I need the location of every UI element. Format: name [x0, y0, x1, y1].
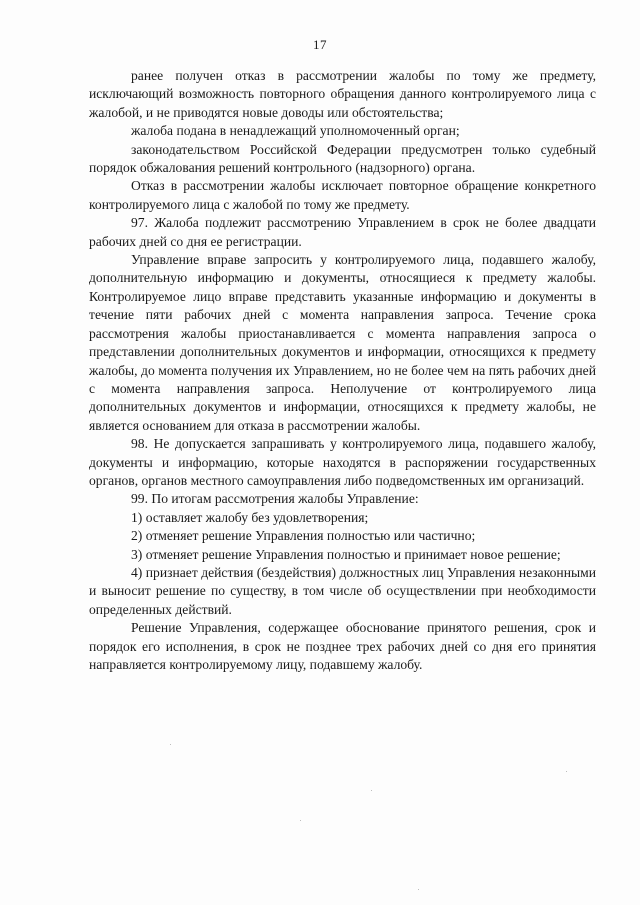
paragraph-improper-authority: жалоба подана в ненадлежащий уполномоченный орган;: [131, 123, 460, 139]
paragraph-request-information: Управление вправе запросить у контролируемого лица, подавшего жалобу, дополнительную информацию и документы, относящиеся к предмету жалобы. Контролируемое лицо вправе представить указанные информацию и документы в течение пяти рабочих дней с момента направления запроса. Течение срока рассмотрения жалобы приостанавливается с момента направления запроса о представлении дополнительных документов и информации, относящихся к предмету жалобы, до момента получения их Управлением, но не более чем на пять рабочих дней с момента направления запроса. Неполучение от контролируемого лица дополнительных документов и информации, относящихся к предмету жалобы, не является основанием для отказа в рассмотрении жалобы.: [89, 252, 596, 433]
paragraph-refusal-previous: ранее получен отказ в рассмотрении жалобы по тому же предмету, исключающий возможность повторного обращения данного контролируемого лица с жалобой, и не приводятся новые доводы или обстоятельства;: [89, 68, 596, 120]
paragraph-decision: Решение Управления, содержащее обоснование принятого решения, срок и порядок его исполнения, в срок не позднее трех рабочих дней со дня его принятия направляется контролируемому лицу, подавшему жалобу.: [89, 620, 596, 672]
paragraph-refusal-effect: Отказ в рассмотрении жалобы исключает повторное обращение конкретного контролируемого лица с жалобой по тому же предмету.: [89, 178, 596, 212]
paragraph-judicial-procedure: законодательством Российской Федерации предусмотрен только судебный порядок обжалования решений контрольного (надзорного) органа.: [89, 141, 596, 176]
list-item-3: 3) отменяет решение Управления полностью и принимает новое решение;: [131, 546, 561, 562]
paragraph-98: 98. Не допускается запрашивать у контролируемого лица, подавшего жалобу, документы и информацию, которые находятся в распоряжении государственных органов, органов местного самоуправления либо подведомственных им организаций.: [89, 436, 596, 488]
document-body: [89, 67, 596, 674]
list-item-1: 1) оставляет жалобу без удовлетворения;: [131, 509, 369, 525]
paragraph-99: 99. По итогам рассмотрения жалобы Управление:: [131, 491, 419, 507]
page-number: 17: [313, 37, 327, 52]
list-item-2: 2) отменяет решение Управления полностью или частично;: [131, 528, 476, 544]
paragraph-97: 97. Жалоба подлежит рассмотрению Управлением в срок не более двадцати рабочих дней со дня ее регистрации.: [89, 215, 596, 249]
list-item-4: 4) признает действия (бездействия) должностных лиц Управления незаконными и выносит решение по существу, в том числе об осуществлении при необходимости определенных действий.: [89, 564, 596, 617]
